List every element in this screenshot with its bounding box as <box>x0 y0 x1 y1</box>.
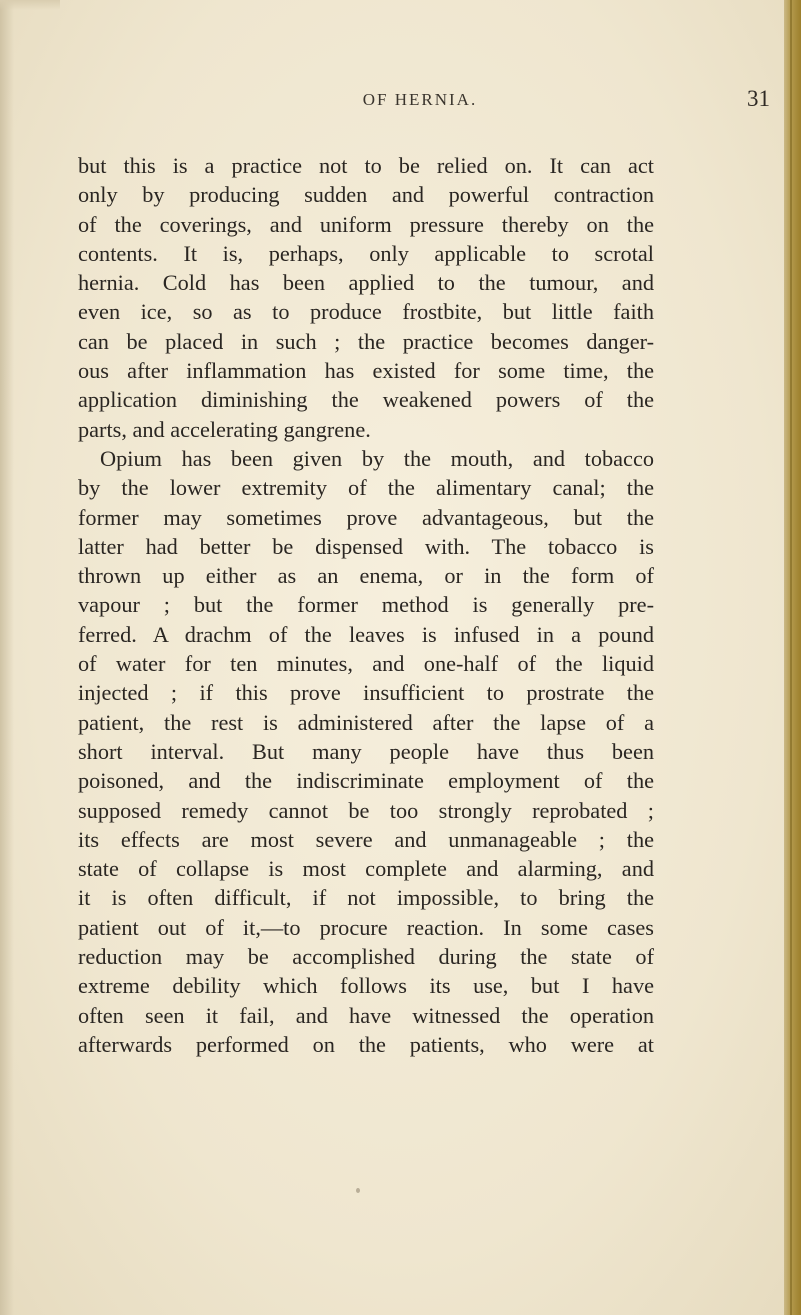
text-line: latter had better be dispensed with. The tobacco is <box>78 533 654 559</box>
text-line: supposed remedy cannot be too strongly reprobated ; <box>78 797 654 823</box>
text-line: reduction may be accomplished during the state of <box>78 944 654 970</box>
text-line: short interval. But many people have thus been <box>78 738 654 764</box>
body-text <box>78 151 654 1059</box>
text-line: often seen it fail, and have witnessed the operation <box>78 1002 654 1028</box>
text-line: it is often difficult, if not impossible, to bring the <box>78 885 654 911</box>
text-line: its effects are most severe and unmanageable ; the <box>78 826 654 852</box>
running-head: OF HERNIA. <box>362 90 478 109</box>
text-line: thrown up either as an enema, or in the form of <box>78 563 654 589</box>
text-line: of the coverings, and uniform pressure thereby on the <box>78 211 654 237</box>
text-line: application diminishing the weakened powers of the <box>78 387 654 413</box>
text-line: state of collapse is most complete and alarming, and <box>78 856 654 882</box>
page-header <box>70 86 770 116</box>
text-line: Opium has been given by the mouth, and tobacco <box>100 445 654 471</box>
gutter-shadow <box>0 0 14 1315</box>
text-line: parts, and accelerating gangrene. <box>78 416 371 442</box>
text-line: but this is a practice not to be relied on. It can act <box>78 153 654 178</box>
text-line: hernia. Cold has been applied to the tumour, and <box>78 270 654 296</box>
text-line: poisoned, and the indiscriminate employment of the <box>78 768 654 794</box>
ink-speck <box>356 1188 360 1193</box>
page-corner-shadow <box>0 0 60 10</box>
page-edge <box>784 0 801 1315</box>
text-line: only by producing sudden and powerful contraction <box>78 182 654 208</box>
text-line: vapour ; but the former method is generally pre- <box>78 592 654 618</box>
text-line: even ice, so as to produce frostbite, but little faith <box>78 299 654 325</box>
text-line: contents. It is, perhaps, only applicable to scrotal <box>78 240 654 266</box>
text-line: by the lower extremity of the alimentary canal; the <box>78 475 654 501</box>
text-line: patient, the rest is administered after the lapse of a <box>78 709 654 735</box>
text-line: extreme debility which follows its use, but I have <box>78 973 654 999</box>
text-line: injected ; if this prove insufficient to prostrate the <box>78 680 654 706</box>
text-line: afterwards performed on the patients, who were at <box>78 1031 654 1057</box>
text-line: of water for ten minutes, and one-half of the liquid <box>78 651 654 677</box>
page-number: 31 <box>747 86 770 111</box>
text-line: patient out of it,—to procure reaction. In some cases <box>78 914 654 940</box>
text-line: ous after inflammation has existed for some time, the <box>78 358 654 384</box>
text-line: can be placed in such ; the practice becomes danger- <box>78 328 654 354</box>
page-edge-line <box>790 0 792 1315</box>
text-line: former may sometimes prove advantageous, but the <box>78 504 654 530</box>
text-line: ferred. A drachm of the leaves is infused in a pound <box>78 621 654 647</box>
